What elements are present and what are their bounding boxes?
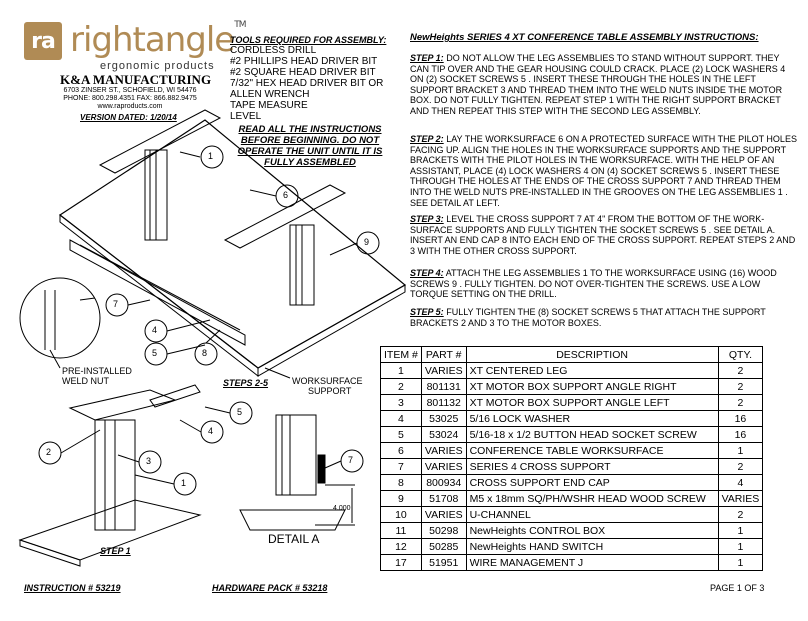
part-cell: 53025 (421, 411, 466, 427)
callout-1b: 1 (181, 478, 187, 488)
item-cell: 2 (381, 379, 422, 395)
tool-item: #2 PHILLIPS HEAD DRIVER BIT (230, 56, 378, 67)
table-row (381, 491, 763, 507)
callout-6: 6 (283, 190, 289, 200)
table-row (381, 523, 763, 539)
support-label: SUPPORT (308, 386, 352, 396)
callout-2: 2 (46, 447, 52, 457)
item-cell: 3 (381, 395, 422, 411)
tool-item: 7/32" HEX HEAD DRIVER BIT OR (230, 78, 384, 89)
callout-7: 7 (113, 299, 119, 309)
qty-cell: 2 (718, 459, 763, 475)
step1-leg-drawing (20, 385, 200, 566)
version-dated: VERSION DATED: 1/20/14 (80, 113, 177, 122)
part-cell: VARIES (421, 507, 466, 523)
description-cell: CROSS SUPPORT END CAP (466, 475, 718, 491)
item-cell: 11 (381, 523, 422, 539)
weld-nut-label: WELD NUT (62, 376, 109, 386)
qty-cell: 1 (718, 523, 763, 539)
brand-logo-mark: ra (24, 22, 62, 60)
item-cell: 7 (381, 459, 422, 475)
table-row (381, 411, 763, 427)
weld-nut-detail-circle (20, 278, 100, 358)
description-cell: NewHeights CONTROL BOX (466, 523, 718, 539)
item-cell: 9 (381, 491, 422, 507)
item-cell: 10 (381, 507, 422, 523)
description-cell: XT MOTOR BOX SUPPORT ANGLE LEFT (466, 395, 718, 411)
qty-cell: 2 (718, 363, 763, 379)
part-cell: 50285 (421, 539, 466, 555)
table-row (381, 555, 763, 571)
weld-nut-leader (50, 350, 60, 368)
col-qty: QTY. (718, 347, 763, 363)
part-cell: 801131 (421, 379, 466, 395)
table-row (381, 379, 763, 395)
steps-2-5-label: STEPS 2-5 (223, 378, 269, 388)
worksurface-label: WORKSURFACE (292, 376, 363, 386)
tool-item: ALLEN WRENCH (230, 89, 310, 100)
qty-cell: 1 (718, 555, 763, 571)
item-cell: 12 (381, 539, 422, 555)
step-3: STEP 3: LEVEL THE CROSS SUPPORT 7 AT 4" FROM THE BOTTOM OF THE WORK-SURFACE SUPPORTS AND FULLY TIGHTEN THE SOCKET SCREWS 5 . SEE DETAIL A. INSERT AN END CAP 8 INTO EACH END OF THE CROSS SUPPORT. REPEAT STEPS 2 AND 3 WITH THE OTHER CROSS SUPPORT. (410, 214, 796, 256)
callout-7b: 7 (348, 455, 354, 465)
part-cell: 801132 (421, 395, 466, 411)
col-item: ITEM # (381, 347, 422, 363)
qty-cell: 4 (718, 475, 763, 491)
item-cell: 8 (381, 475, 422, 491)
qty-cell: 2 (718, 379, 763, 395)
part-cell: VARIES (421, 443, 466, 459)
pre-installed-label: PRE-INSTALLED (62, 366, 132, 376)
item-cell: 6 (381, 443, 422, 459)
description-cell: WIRE MANAGEMENT J (466, 555, 718, 571)
instruction-number: INSTRUCTION # 53219 (24, 583, 121, 593)
callout-1: 1 (208, 151, 214, 161)
qty-cell: 1 (718, 539, 763, 555)
col-part: PART # (421, 347, 466, 363)
description-cell: XT CENTERED LEG (466, 363, 718, 379)
callout-3: 3 (146, 456, 152, 466)
step-4: STEP 4: ATTACH THE LEG ASSEMBLIES 1 TO THE WORKSURFACE USING (16) WOOD SCREWS 9 . FULLY TIGHTEN. DO NOT OVER-TIGHTEN THE SCREWS. USE A LOW TORQUE SETTING ON THE DRILL. (410, 268, 777, 300)
dimension-label: 4.000 (333, 505, 351, 512)
phone-line: PHONE: 800.298.4351 FAX: 866.882.9475 (63, 95, 197, 102)
detail-a-label: DETAIL A (268, 532, 320, 546)
part-cell: 51951 (421, 555, 466, 571)
step1-label: STEP 1 (100, 546, 131, 556)
table-row (381, 363, 763, 379)
item-cell: 1 (381, 363, 422, 379)
table-row (381, 395, 763, 411)
tools-list (230, 45, 383, 122)
description-cell: 5/16 LOCK WASHER (466, 411, 718, 427)
website-line: www.raproducts.com (97, 103, 163, 110)
callouts (39, 146, 379, 495)
table-row (381, 475, 763, 491)
table-row (381, 459, 763, 475)
worksurface-leader (265, 368, 290, 378)
callout-8: 8 (202, 348, 208, 358)
description-cell: NewHeights HAND SWITCH (466, 539, 718, 555)
part-cell: 800934 (421, 475, 466, 491)
part-cell: VARIES (421, 459, 466, 475)
part-cell: 50298 (421, 523, 466, 539)
table-header-row (381, 347, 763, 363)
item-cell: 4 (381, 411, 422, 427)
qty-cell: 2 (718, 395, 763, 411)
step-5: STEP 5: FULLY TIGHTEN THE (8) SOCKET SCREWS 5 THAT ATTACH THE SUPPORT BRACKETS 2 AND 3 TO THE MOTOR BOXES. (410, 307, 766, 328)
qty-cell: VARIES (718, 491, 763, 507)
tool-item: #2 SQUARE HEAD DRIVER BIT (230, 67, 376, 78)
page-number: PAGE 1 OF 3 (710, 583, 765, 593)
qty-cell: 16 (718, 411, 763, 427)
hardware-pack-number: HARDWARE PACK # 53218 (212, 583, 328, 593)
detail-a-drawing (240, 415, 355, 530)
tool-item: CORDLESS DRILL (230, 45, 317, 56)
table-row (381, 443, 763, 459)
part-cell: VARIES (421, 363, 466, 379)
description-cell: XT MOTOR BOX SUPPORT ANGLE RIGHT (466, 379, 718, 395)
part-cell: 51708 (421, 491, 466, 507)
description-cell: M5 x 18mm SQ/PH/WSHR HEAD WOOD SCREW (466, 491, 718, 507)
instructions-title: NewHeights SERIES 4 XT CONFERENCE TABLE ASSEMBLY INSTRUCTIONS: (410, 32, 759, 43)
tools-title: TOOLS REQUIRED FOR ASSEMBLY: (230, 35, 387, 45)
item-cell: 5 (381, 427, 422, 443)
table-row (381, 539, 763, 555)
part-cell: 53024 (421, 427, 466, 443)
description-cell: U-CHANNEL (466, 507, 718, 523)
description-cell: SERIES 4 CROSS SUPPORT (466, 459, 718, 475)
table-row (381, 427, 763, 443)
callout-5b: 5 (237, 407, 243, 417)
qty-cell: 16 (718, 427, 763, 443)
step-1: STEP 1: DO NOT ALLOW THE LEG ASSEMBLIES TO STAND WITHOUT SUPPORT. THEY CAN TIP OVER AND THE GEAR HOUSING COULD CRACK. PLACE (2) LOCK WASHERS 4 ON (2) SOCKET SCREWS 5 . INSERT THESE THROUGH THE HOLES IN THE LEFT SUPPORT BRACKET 3 AND THREAD THEM INTO THE WELD NUTS INSIDE THE MOTOR BOX. DO NOT FULLY TIGHTEN. REPEAT STEP 1 WITH THE RIGHT SUPPORT BRACKET AND THEN REPEAT THIS STEP WITH THE SECOND LEG ASSEMBLY. (410, 53, 786, 116)
step-2: STEP 2: LAY THE WORKSURFACE 6 ON A PROTECTED SURFACE WITH THE PILOT HOLES FACING UP. ALIGN THE HOLES IN THE WORKSURFACE SUPPORTS AND THE SUPPORT BRACKETS WITH THE PILOT HOLES IN THE WORKSURFACE. WITH THE HELP OF AN ASSISTANT, PLACE (4) LOCK WASHERS 4 ON (4) SOCKET SCREWS 5 . INSERT THESE THROUGH THE HOLES AT THE ENDS OF THE CROSS SUPPORT 7 AND THREAD THEM INTO THE WELD NUTS PRE-INSTALLED IN THE GROOVES ON THE LEG ASSEMBLIES 1 . SEE DETAIL AT LEFT. (410, 134, 797, 208)
callout-4: 4 (152, 325, 158, 335)
warning-text: READ ALL THE INSTRUCTIONS BEFORE BEGINNING. DO NOT OPERATE THE UNIT UNTIL IT IS FULLY ASSEMBLED (237, 124, 383, 168)
callout-9: 9 (364, 237, 370, 247)
col-description: DESCRIPTION (466, 347, 718, 363)
company-name: K&A MANUFACTURING (60, 72, 212, 87)
callout-5: 5 (152, 348, 158, 358)
tool-item: LEVEL (230, 111, 262, 122)
description-cell: CONFERENCE TABLE WORKSURFACE (466, 443, 718, 459)
qty-cell: 2 (718, 507, 763, 523)
brand-tagline: ergonomic products (100, 60, 215, 72)
callout-4b: 4 (208, 426, 214, 436)
item-cell: 17 (381, 555, 422, 571)
qty-cell: 1 (718, 443, 763, 459)
description-cell: 5/16-18 x 1/2 BUTTON HEAD SOCKET SCREW (466, 427, 718, 443)
address-line: 6703 ZINSER ST., SCHOFIELD, WI 54476 (63, 87, 197, 94)
table-row (381, 507, 763, 523)
tool-item: TAPE MEASURE (230, 100, 308, 111)
parts-table (380, 346, 763, 571)
brand-name: rightangle™ (70, 20, 246, 60)
